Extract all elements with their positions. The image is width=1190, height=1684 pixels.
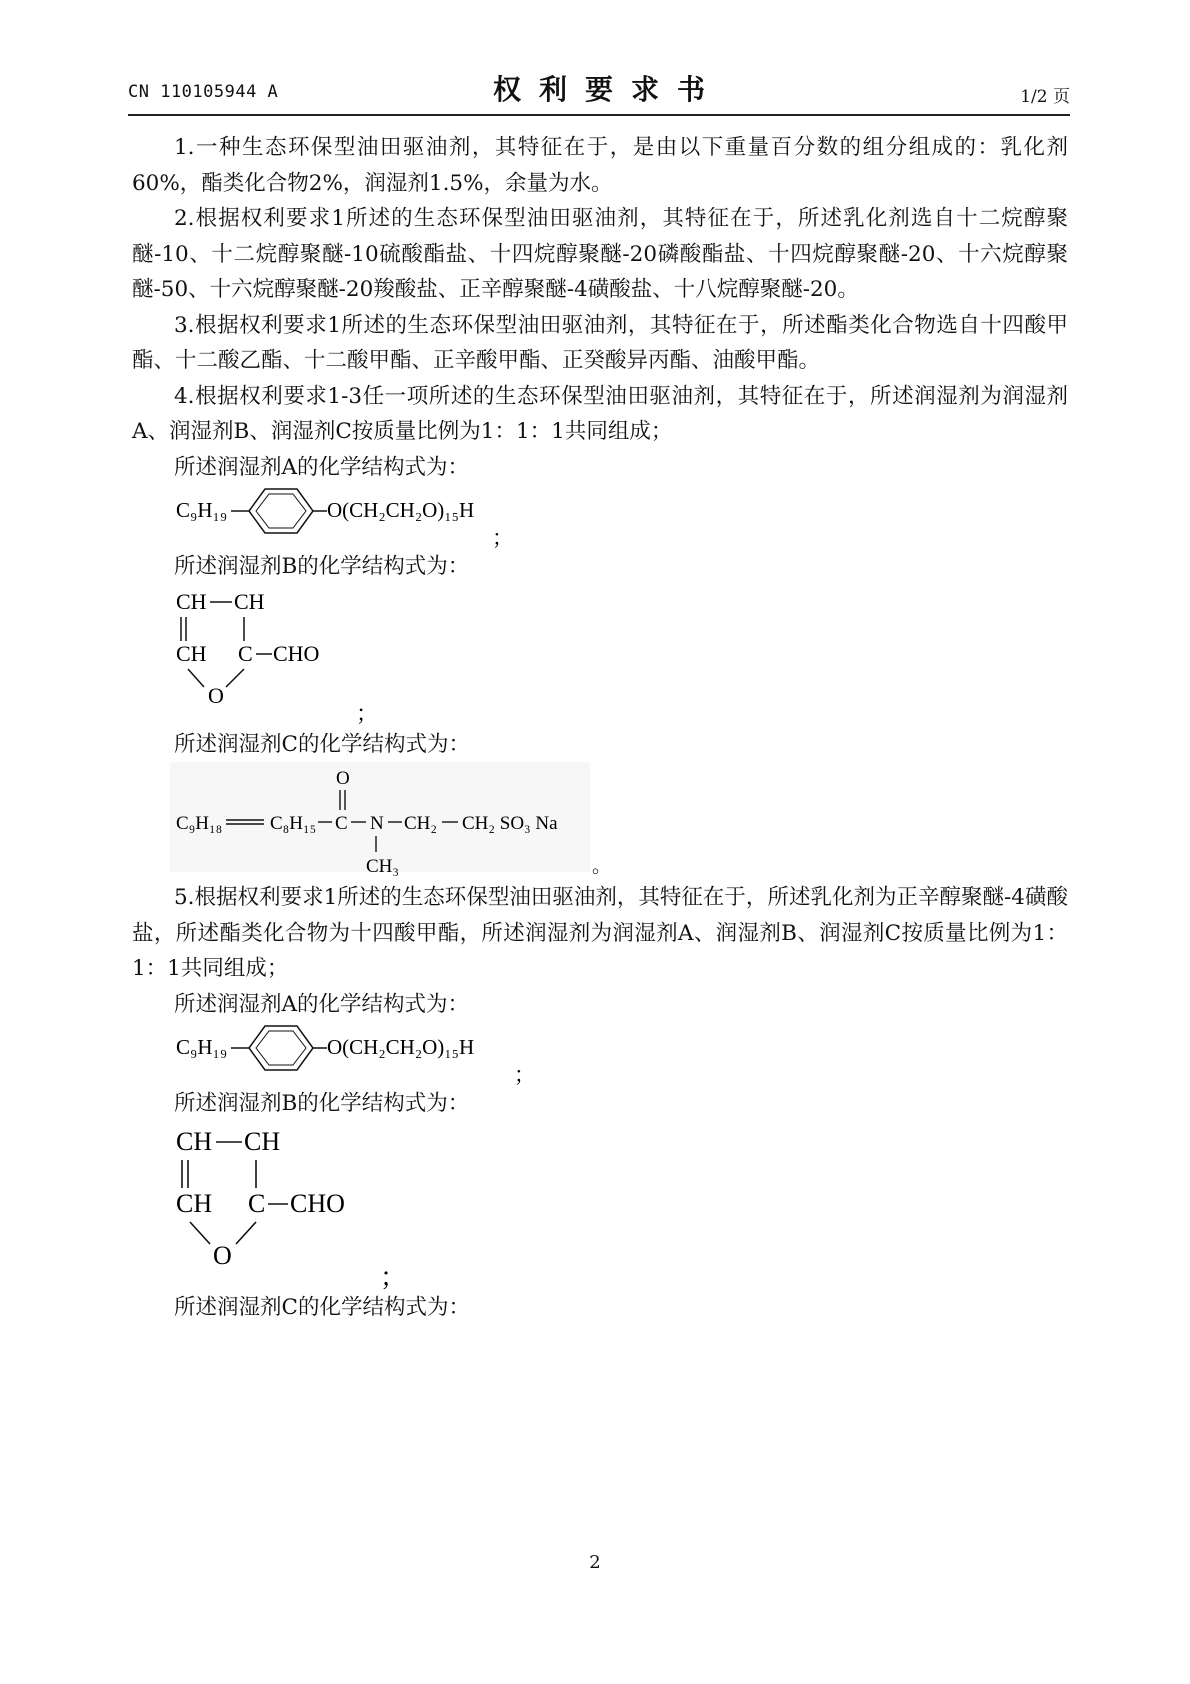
claim-5-wetting-agent-a-caption: 所述润湿剂A的化学结构式为： <box>174 991 470 1017</box>
page-number: 2 <box>589 1552 601 1573</box>
formula-a-substituent: C₉H₁₉ <box>176 1035 228 1059</box>
furan-ch-bottom-left: CH <box>176 1188 213 1218</box>
formula-a-semicolon: ； <box>514 1063 535 1086</box>
furan-oxygen: O <box>208 682 224 708</box>
claims-body <box>132 130 1068 1325</box>
formula-c-carbon: C <box>335 813 348 834</box>
carbonyl-oxygen: O <box>336 768 350 789</box>
benzene-ring <box>249 489 313 533</box>
claim-4-formula-c <box>132 762 1068 880</box>
furan-ch-top-right: CH <box>244 1126 281 1156</box>
page-indicator: 1/2 页 <box>1020 87 1070 107</box>
claim-5-wetting-agent-c-caption: 所述润湿剂C的化学结构式为： <box>174 1294 470 1320</box>
formula-c-nitrogen: N <box>370 813 384 834</box>
document-title: 权利要求书 <box>492 73 723 106</box>
furan-ch-top-right: CH <box>234 588 265 614</box>
claim-4-formula-b <box>132 585 1068 727</box>
document-header <box>128 68 1070 116</box>
aldehyde-group: CHO <box>290 1188 345 1218</box>
benzene-ring <box>249 1026 313 1070</box>
claim-5: 5.根据权利要求1所述的生态环保型油田驱油剂，其特征在于，所述乳化剂为正辛醇聚醚-4磺酸盐，所述酯类化合物为十四酸甲酯，所述润湿剂为润湿剂A、润湿剂B、润湿剂C按质量比例为1：1：1共同组成； <box>132 885 1068 981</box>
formula-c-alkenyl: C₉H₁₈ <box>176 813 223 834</box>
claim-4-wetting-agent-b-caption: 所述润湿剂B的化学结构式为： <box>174 554 470 579</box>
claim-5-formula-a <box>132 1022 1068 1086</box>
formula-b-semicolon: ； <box>356 700 379 726</box>
claim-4-wetting-agent-c-caption: 所述润湿剂C的化学结构式为： <box>174 731 470 757</box>
claim-5-formula-b <box>132 1122 1068 1290</box>
formula-c-methylene: CH₂ <box>404 813 438 834</box>
claim-1: 1.一种生态环保型油田驱油剂，其特征在于，是由以下重量百分数的组分组成的：乳化剂60%，酯类化合物2%，润湿剂1.5%，余量为水。 <box>132 135 1068 196</box>
formula-c-sulfonate: CH₂ SO₃ Na <box>462 813 558 834</box>
formula-a-substituent: C₉H₁₉ <box>176 498 228 522</box>
furan-ch-bottom-left: CH <box>176 640 207 666</box>
patent-number: CN 110105944 A <box>128 82 279 102</box>
claim-4-formula-a <box>132 485 1068 549</box>
formula-a-chain: O(CH₂CH₂O)₁₅H <box>327 1035 475 1059</box>
claim-3: 3.根据权利要求1所述的生态环保型油田驱油剂，其特征在于，所述酯类化合物选自十四酸甲酯、十二酸乙酯、十二酸甲酯、正辛酸甲酯、正癸酸异丙酯、油酸甲酯。 <box>132 312 1068 373</box>
formula-a-semicolon: ； <box>492 526 513 549</box>
formula-b-semicolon: ； <box>380 1262 407 1290</box>
furan-c: C <box>238 640 253 666</box>
formula-c-octenyl: C₈H₁₅ <box>270 813 317 834</box>
claim-2: 2.根据权利要求1所述的生态环保型油田驱油剂，其特征在于，所述乳化剂选自十二烷醇聚醚-10、十二烷醇聚醚-10硫酸酯盐、十四烷醇聚醚-20磷酸酯盐、十四烷醇聚醚-20、十六烷醇聚醚-50、十六烷醇聚醚-20羧酸盐、正辛醇聚醚-4磺酸盐、十八烷醇聚醚-20。 <box>132 206 1068 302</box>
aldehyde-group: CHO <box>273 640 320 666</box>
claim-5-wetting-agent-b-caption: 所述润湿剂B的化学结构式为： <box>174 1091 470 1116</box>
furan-oxygen: O <box>213 1240 232 1270</box>
formula-a-chain: O(CH₂CH₂O)₁₅H <box>327 498 475 522</box>
furan-ch-top-left: CH <box>176 588 207 614</box>
formula-c-period: 。 <box>592 856 612 877</box>
claim-4-wetting-agent-a-caption: 所述润湿剂A的化学结构式为： <box>174 454 470 480</box>
furan-ch-top-left: CH <box>176 1126 213 1156</box>
formula-c-methyl: CH₃ <box>366 856 400 877</box>
furan-c: C <box>248 1188 266 1218</box>
claim-4: 4.根据权利要求1-3任一项所述的生态环保型油田驱油剂，其特征在于，所述润湿剂为润湿剂A、润湿剂B、润湿剂C按质量比例为1：1：1共同组成； <box>132 383 1068 444</box>
